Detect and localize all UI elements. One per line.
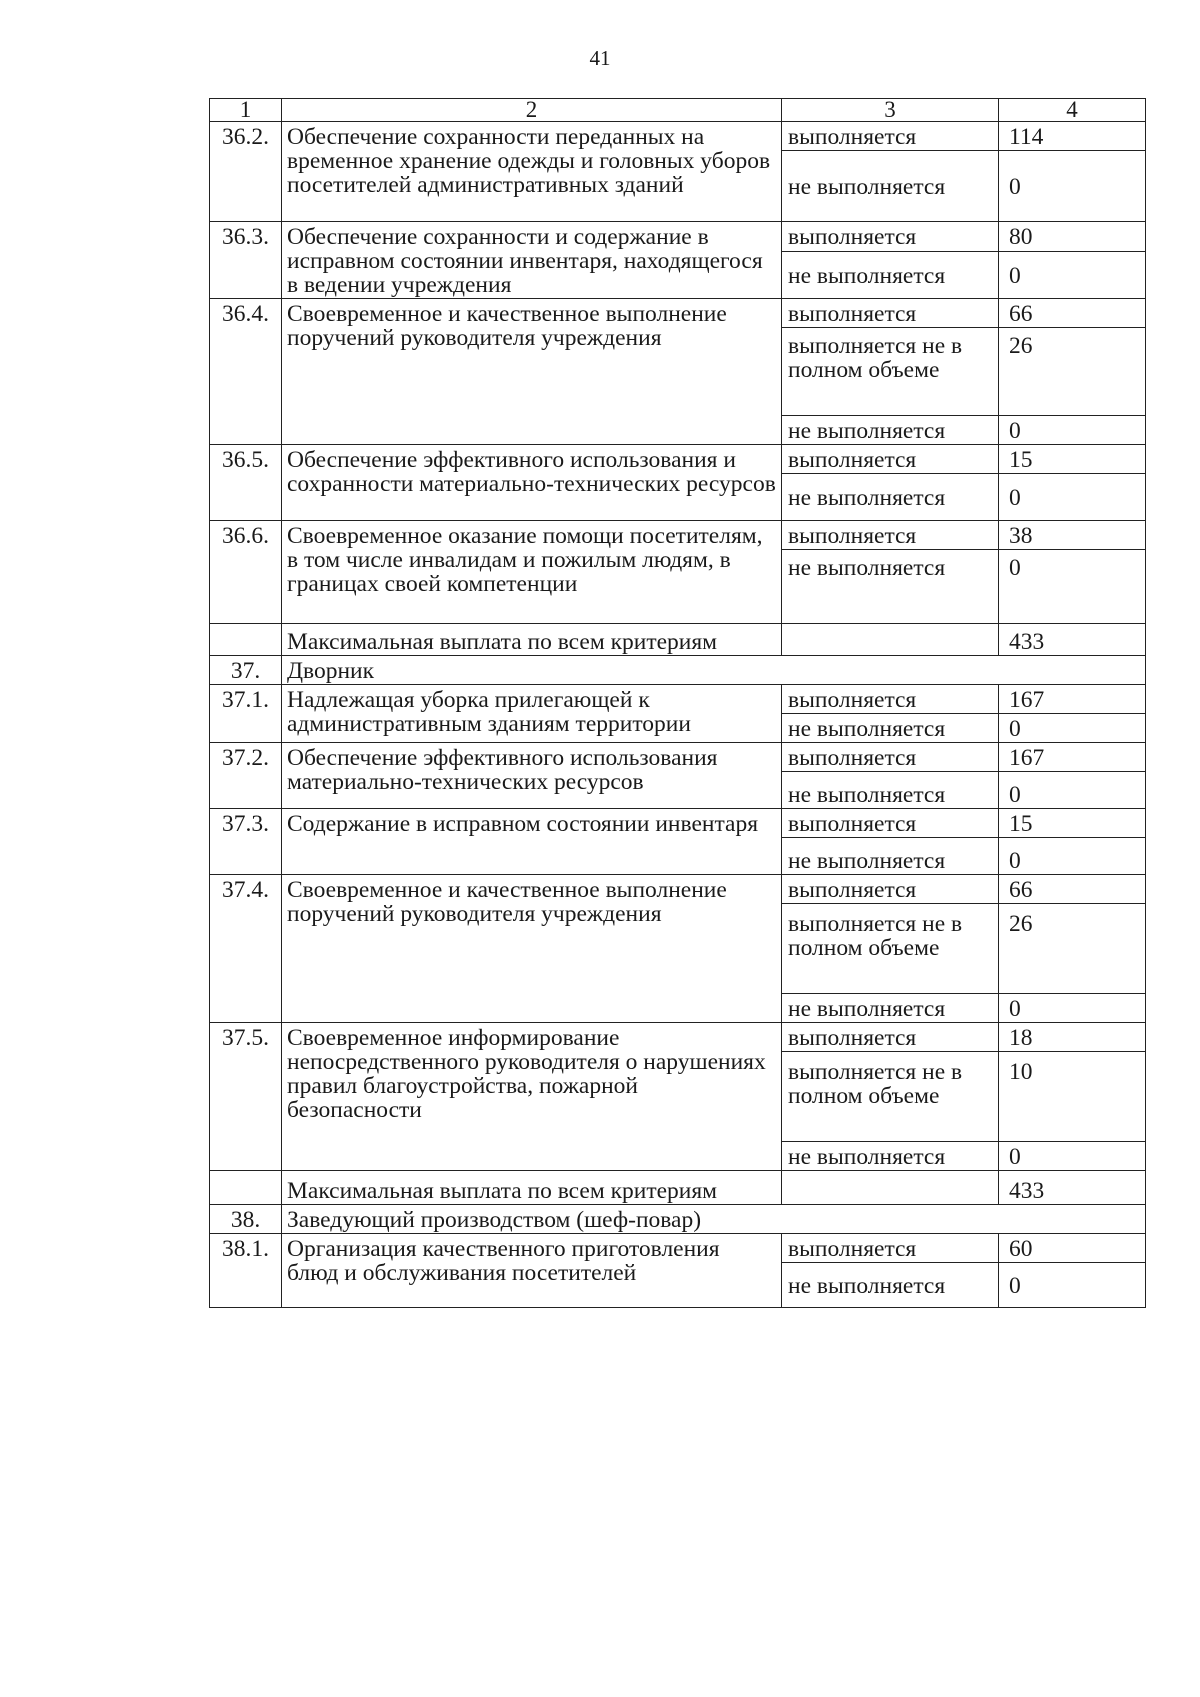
criterion-text: Обеспечение эффективного использования и сохранности материально-технических ресурсов [282,445,782,521]
status-cell: выполняется [782,445,999,474]
section-row [210,1205,1146,1234]
status-cell: выполняется [782,1023,999,1052]
status-cell: не выполняется [782,474,999,521]
value-cell: 66 [999,875,1146,904]
value-cell: 0 [999,1142,1146,1171]
criterion-text: Надлежащая уборка прилегающей к административным зданиям территории [282,685,782,743]
status-cell: не выполняется [782,1263,999,1308]
status-cell: выполняется [782,875,999,904]
value-cell: 26 [999,904,1146,994]
value-cell: 0 [999,994,1146,1023]
criterion-text: Своевременное и качественное выполнение поручений руководителя учреждения [282,299,782,445]
row-number [210,624,282,656]
criterion-text: Обеспечение сохранности и содержание в исправном состоянии инвентаря, находящегося в ведении учреждения [282,222,782,299]
value-cell: 26 [999,328,1146,416]
status-cell: не выполняется [782,714,999,743]
status-cell: выполняется [782,122,999,151]
section-title: Дворник [282,656,1146,685]
table-row [210,1023,1146,1052]
section-title: Заведующий производством (шеф-повар) [282,1205,1146,1234]
page-number: 41 [589,46,611,70]
row-number: 37.4. [210,875,282,1023]
value-cell: 0 [999,416,1146,445]
value-cell: 433 [999,1171,1146,1205]
criteria-table [209,98,1146,1308]
status-cell: выполняется [782,685,999,714]
column-header: 3 [782,99,999,122]
row-number [210,1171,282,1205]
table-row [210,122,1146,151]
table-row [210,1171,1146,1205]
table-row [210,875,1146,904]
criterion-text: Обеспечение эффективного использования материально-технических ресурсов [282,743,782,809]
criterion-text: Своевременное информирование непосредственного руководителя о нарушениях правил благоустройства, пожарной безопасности [282,1023,782,1171]
status-cell: выполняется [782,1234,999,1263]
table-row [210,1234,1146,1263]
status-cell: не выполняется [782,151,999,222]
row-number: 37.1. [210,685,282,743]
status-cell: не выполняется [782,252,999,299]
status-cell: не выполняется [782,838,999,875]
table-row [210,222,1146,252]
section-number: 37. [210,656,282,685]
criterion-text: Максимальная выплата по всем критериям [282,1171,782,1205]
value-cell: 114 [999,122,1146,151]
row-number: 37.3. [210,809,282,875]
value-cell: 80 [999,222,1146,252]
value-cell: 167 [999,743,1146,772]
criterion-text: Содержание в исправном состоянии инвентаря [282,809,782,875]
criterion-text: Своевременное и качественное выполнение поручений руководителя учреждения [282,875,782,1023]
row-number: 36.4. [210,299,282,445]
value-cell: 0 [999,714,1146,743]
value-cell: 167 [999,685,1146,714]
value-cell: 0 [999,474,1146,521]
table-row [210,299,1146,328]
section-row [210,656,1146,685]
criterion-text: Своевременное оказание помощи посетителям, в том числе инвалидам и пожилым людям, в границах своей компетенции [282,521,782,624]
criterion-text: Максимальная выплата по всем критериям [282,624,782,656]
section-number: 38. [210,1205,282,1234]
status-cell: выполняется [782,222,999,252]
value-cell: 15 [999,809,1146,838]
status-cell: не выполняется [782,772,999,809]
row-number: 36.5. [210,445,282,521]
status-cell [782,624,999,656]
status-cell: выполняется не в полном объеме [782,904,999,994]
row-number: 37.5. [210,1023,282,1171]
status-cell: не выполняется [782,1142,999,1171]
table-row [210,445,1146,474]
value-cell: 66 [999,299,1146,328]
value-cell: 10 [999,1052,1146,1142]
value-cell: 15 [999,445,1146,474]
column-header: 4 [999,99,1146,122]
status-cell: выполняется [782,809,999,838]
row-number: 37.2. [210,743,282,809]
status-cell [782,1171,999,1205]
table-row [210,743,1146,772]
value-cell: 18 [999,1023,1146,1052]
row-number: 36.2. [210,122,282,222]
status-cell: выполняется [782,521,999,550]
value-cell: 0 [999,838,1146,875]
row-number: 38.1. [210,1234,282,1308]
value-cell: 0 [999,772,1146,809]
status-cell: выполняется не в полном объеме [782,1052,999,1142]
criterion-text: Организация качественного приготовления блюд и обслуживания посетителей [282,1234,782,1308]
value-cell: 38 [999,521,1146,550]
row-number: 36.6. [210,521,282,624]
criterion-text: Обеспечение сохранности переданных на временное хранение одежды и головных уборов посетителей административных зданий [282,122,782,222]
table-row [210,809,1146,838]
column-header: 2 [282,99,782,122]
value-cell: 0 [999,1263,1146,1308]
value-cell: 0 [999,550,1146,624]
value-cell: 433 [999,624,1146,656]
status-cell: не выполняется [782,550,999,624]
status-cell: не выполняется [782,994,999,1023]
value-cell: 60 [999,1234,1146,1263]
status-cell: не выполняется [782,416,999,445]
status-cell: выполняется [782,743,999,772]
status-cell: выполняется [782,299,999,328]
column-header: 1 [210,99,282,122]
table-row [210,624,1146,656]
status-cell: выполняется не в полном объеме [782,328,999,416]
table-row [210,521,1146,550]
table-header-row [210,99,1146,122]
value-cell: 0 [999,151,1146,222]
value-cell: 0 [999,252,1146,299]
table-row [210,685,1146,714]
row-number: 36.3. [210,222,282,299]
